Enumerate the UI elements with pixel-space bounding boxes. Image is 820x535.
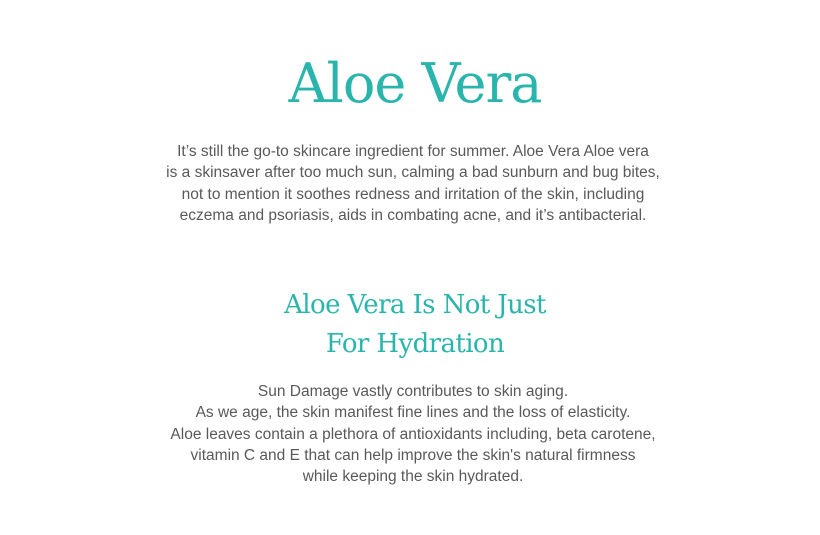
- page-title: Aloe Vera: [288, 52, 542, 115]
- body-line: while keeping the skin hydrated.: [302, 468, 524, 486]
- body-line: As we age, the skin manifest fine lines and the loss of elasticity.: [195, 404, 631, 422]
- intro-line: not to mention it soothes redness and irritation of the skin, including: [181, 185, 645, 203]
- body-line: Aloe leaves contain a plethora of antioxidants including, beta carotene,: [170, 425, 656, 443]
- intro-line: is a skinsaver after too much sun, calming a bad sunburn and bug bites,: [166, 164, 660, 182]
- intro-line: It’s still the go-to skincare ingredient for summer. Aloe Vera Aloe vera: [177, 143, 649, 160]
- intro-paragraph: [132, 141, 694, 226]
- intro-line: eczema and psoriasis, aids in combating acne, and it’s antibacterial.: [179, 206, 647, 224]
- section-heading-line: Aloe Vera Is Not Just: [284, 290, 546, 320]
- section-heading-line: For Hydration: [325, 329, 505, 359]
- body-line: Sun Damage vastly contributes to skin aging.: [257, 383, 569, 400]
- section-heading: [0, 286, 820, 364]
- body-paragraph: [132, 381, 694, 487]
- body-line: vitamin C and E that can help improve the skin's natural firmness: [190, 446, 636, 464]
